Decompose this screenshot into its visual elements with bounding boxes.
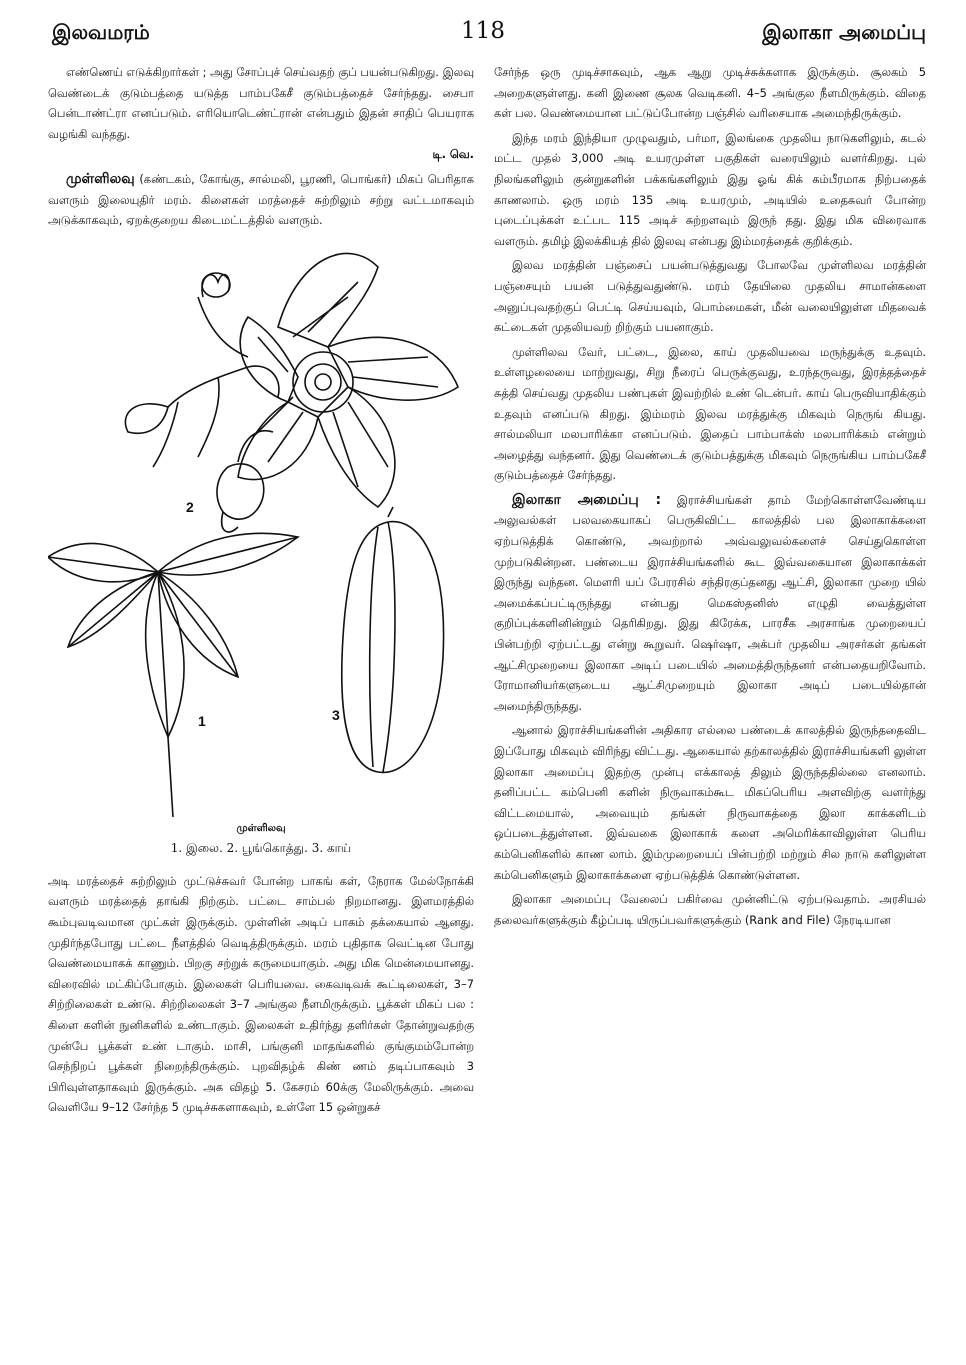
figure-label-1: 1 <box>198 712 206 729</box>
paragraph-department-division: இலாகா அமைப்பு வேலைப் பகிர்வை முன்னிட்டு ஏற்படுவதாம். அரசியல் தலைவர்களுக்கும் கீழ்ப்படி யிருப்பவர்களுக்கும் (Rank and File) நேரடியான <box>494 892 926 927</box>
plant-illustration <box>48 237 474 817</box>
flower-drawing <box>238 253 458 507</box>
paragraph-mullilavu-description: அடி மரத்தைச் சுற்றிலும் முட்டுச்சுவர் போன்ற பாகங் கள், நேராக மேல்நோக்கி வளரும் மரத்தைத் தாங்கி நிற்கும். பட்டை சாம்பல் நிறமானது. இளமரத்தில் கூம்புவடிவமான முட்கள் இருக்கும். முள்ளின் அடிப் பாகம் தக்கையால் ஆனது. முதிர்ந்தபோது பட்டை நீளத்தில் வெடித்திருக்கும். மரம் புதிதாக வெட்டின போது வெண்மையாகக் காணும். பிறகு சற்றுக் கருமையாகும். அது மிக மென்மையானது. விரைவில் மட்கிப்போகும். இலைகள் பெரியவை. கைவடிவக் கூட்டிலைகள், 3–7 சிற்றிலைகள் உண்டு. சிற்றிலைகள் 3–7 அங்குல நீளமிருக்கும். பூக்கள் மிகப் பல : கிளை களின் நுனிகளில் உண்டாகும். இலைகள் உதிர்ந்து தளிர்கள் தோன்றுவதற்கு முன்பே பூக்கள் உண் டாகும். மாசி, பங்குனி மாதங்களில் குங்குமம்போன்ற செந்நிறப் பூக்கள் நிறைந்திருக்கும். புறவிதழ்க் கிண் ணம் தடிப்பாகவும் 3 பிரிவுள்ளதாகவும் இருக்கும். அக விதழ் 5. கேசரம் 60க்கு மேலிருக்கும். அவை வெளியே 9–12 சேர்ந்த 5 முடிச்சுகளாகவும், உள்ளே 15 ஒன்றுகச் <box>48 873 474 1115</box>
figure-label-3: 3 <box>332 706 340 723</box>
paragraph-mullilavu-intro <box>48 169 474 231</box>
entry-text-mullilavu: (கண்டகம், கோங்கு, சால்மலி, பூரணி, பொங்கர்) மிகப் பெரிதாக வளரும் இலையுதிர் மரம். கிளைகள் மரத்தைச் சுற்றிலும் சற்று வட்டமாகவும் அடுக்காகவும், ஏறக்குறைய கிடைமட்டத்தில் வளரும். <box>48 171 474 228</box>
paragraph-fruit-seed: சேர்ந்த ஒரு முடிச்சாகவும், ஆக ஆறு முடிச்சுக்களாக இருக்கும். சூலகம் 5 அறைகளுள்ளது. கனி இணை சூலக வெடிகனி. 4–5 அங்குல நீளமிருக்கும். விதை கள் பல. வெண்மையான பட்டுப்போன்ற பஞ்சில் வரிசையாக அமைந்திருக்கும். <box>494 65 926 121</box>
entry-term-department: இலாகா அமைப்பு : <box>512 491 662 508</box>
page-header <box>30 18 936 54</box>
paragraph-department-modern: ஆனால் இராச்சியங்களின் அதிகார எல்லை பண்டைக் காலத்தில் இருந்ததைவிட இப்போது மிகவும் விரிந்து விட்டது. ஆகையால் தற்காலத்தில் இராச்சியங்களி லுள்ள இலாகா அமைப்பு இதற்கு முன்பு எக்காலத் திலும் இருந்ததில்லை எனலாம். தனிப்பட்ட கம்பெனி களின் நிருவாகம்கூட மிகப்பெரிய அளவிற்கு வளர்ந்து விட்டமையால், அவையும் தங்கள் நிருவாகத்தை இலா காக்களிடம் ஒப்படைத்துள்ளன. இவ்வகை இலாகாக் களை அமெரிக்காவிலுள்ள பெரிய கம்பெனிகளில் காண லாம். இம்முறையைப் பின்பற்றி மற்றும் சில நாடு களிலுள்ள கம்பெனிகளும் இலாகாக்களை ஏற்படுத்திக் கொண்டுள்ளன. <box>494 723 926 882</box>
branch-and-buds <box>125 273 279 532</box>
author-initials: டி. வெ. <box>432 147 474 162</box>
botanical-figure <box>48 237 474 817</box>
paragraph-distribution: இந்த மரம் இந்தியா முழுவதும், பர்மா, இலங்கை முதலிய நாடுகளிலும், கடல் மட்ட முதல் 3,000 அடி உயரமுள்ள பகுதிகள் வரையிலும் வளர்கிறது. புல் நிலங்களிலும் குன்றுகளின் பக்கங்களிலும் இது ஓங் கிக் கம்பீரமாக நிற்பதைக் காணலாம். ஒரு மரம் 135 அடி உயரமும், அடியில் உதைசுவர் போன்ற புடைப்புக்கள் உட்பட 115 அடிச் சுற்றளவும் இருந் தது. இது மிக விரைவாக வளரும். தமிழ் இலக்கியத் தில் இலவு என்பது இம்மரத்தைக் குறிக்கும். <box>494 130 926 248</box>
left-column <box>48 62 474 1353</box>
running-head-right: இலாகா அமைப்பு <box>762 20 926 44</box>
figure-label-2: 2 <box>186 498 194 515</box>
paragraph-ilavu-end: எண்ணெய் எடுக்கிறார்கள் ; அது சோப்புச் செய்வதற் குப் பயன்படுகிறது. இலவு வெண்டைக் குடும்பத்தை யடுத்த பாம்பகேசீ குடும்பத்தைச் சேர்ந்தது. சைபா பென்டாண்ட்ரா எனப்படும். எரியொடெண்ட்ரான் என்பதும் இதன் சாதிப் பெயராக வழங்கி வந்தது. <box>48 65 474 141</box>
paragraph-department-intro <box>494 490 926 717</box>
fruit-drawing <box>342 507 444 772</box>
entry-term-mullilavu: முள்ளிலவு <box>66 170 135 187</box>
paragraph-uses: இலவ மரத்தின் பஞ்சைப் பயன்படுத்துவது போலவே முள்ளிலவ மரத்தின் பஞ்சையும் பயன் படுத்துவதுண்டு. மரம் தேயிலை முதலிய சாமான்களை அனுப்புவதற்குப் பெட்டி செய்யவும், பொம்மைகள், மீன் வலையிலுள்ள மிதவைக் கட்டைகள் முதலியவற் றிற்கும் பயனாகும். <box>494 258 926 335</box>
figure-caption-legend: 1. இலை. 2. பூங்கொத்து. 3. காய் <box>170 840 352 855</box>
paragraph-medicinal: முள்ளிலவ வேர், பட்டை, இலை, காய் முதலியவை மருந்துக்கு உதவும். உள்ளழலையை மாற்றுவது, சிறு நீரைப் பெருக்குவது, உரந்தருவது, இரத்தத்தைச் சுத்தி செய்வது முதலிய பண்புகள் இவற்றில் உண் டென்பர். காய் பெருவியாதிக்கும் உதவும் எனப்படு கிறது. இம்மரம் இலவ மரத்துக்கு மிகவும் நெருங் கியது. சால்மலியா மலபாரிக்கா எனப்படும். இதைப் பாம்பாக்ஸ் மலபாரிக்கம் என்றும் அழைத்து வந்தனர். இது வெண்டைக் குடும்பத்துக்கு மிகவும் நெருங்கிய பாம்பகேசீ குடும்பத்தைச் சேர்ந்தது. <box>494 344 926 483</box>
entry-text-department: இராச்சியங்கள் தாம் மேற்கொள்ளவேண்டிய அலுவல்கள் பலவகையாகப் பெருகிவிட்ட காலத்தில் பல இலாகாக்களை ஏற்படுத்திக் கொண்டு, அவற்றால் அவ்வலுவல்களைச் செய்துகொள்ள முற்படுகின்றன. பண்டைய இராச்சியங்களில் கூட இவ்வகையான இலாகாக்கள் இருந்து வந்தன. மௌரி யப் பேரரசில் சந்திரகுப்தனது ஆட்சி, இலாகா முறை யில் அமைக்கப்பட்டிருந்தது என்பது மெகஸ்தனிஸ் எழுதி வைத்துள்ள குறிப்புக்களினின்றும் தெரிகிறது. இது கிரேக்க, பாரசீக அரசாங்க முறையைப் பின்பற்றி ஏற்பட்டது என்று கூறுவர். ஷெர்ஷா, அக்பர் முதலிய அரசர்கள் தங்கள் ஆட்சிமுறையை இலாகா அடிப் படையில் அமைத்திருந்தனர் என்பதையறிவோம். ரோமானியர்களுடைய ஆட்சிமுறையும் இலாகா அடிப் படையில்தான் அமைந்திருந்தது. <box>494 492 926 713</box>
leaf-drawing <box>48 533 298 817</box>
figure-caption-title: முள்ளிலவு <box>236 822 286 834</box>
running-head-left: இலவமரம் <box>52 20 150 44</box>
right-column <box>494 62 926 1353</box>
page-number: 118 <box>461 18 505 44</box>
